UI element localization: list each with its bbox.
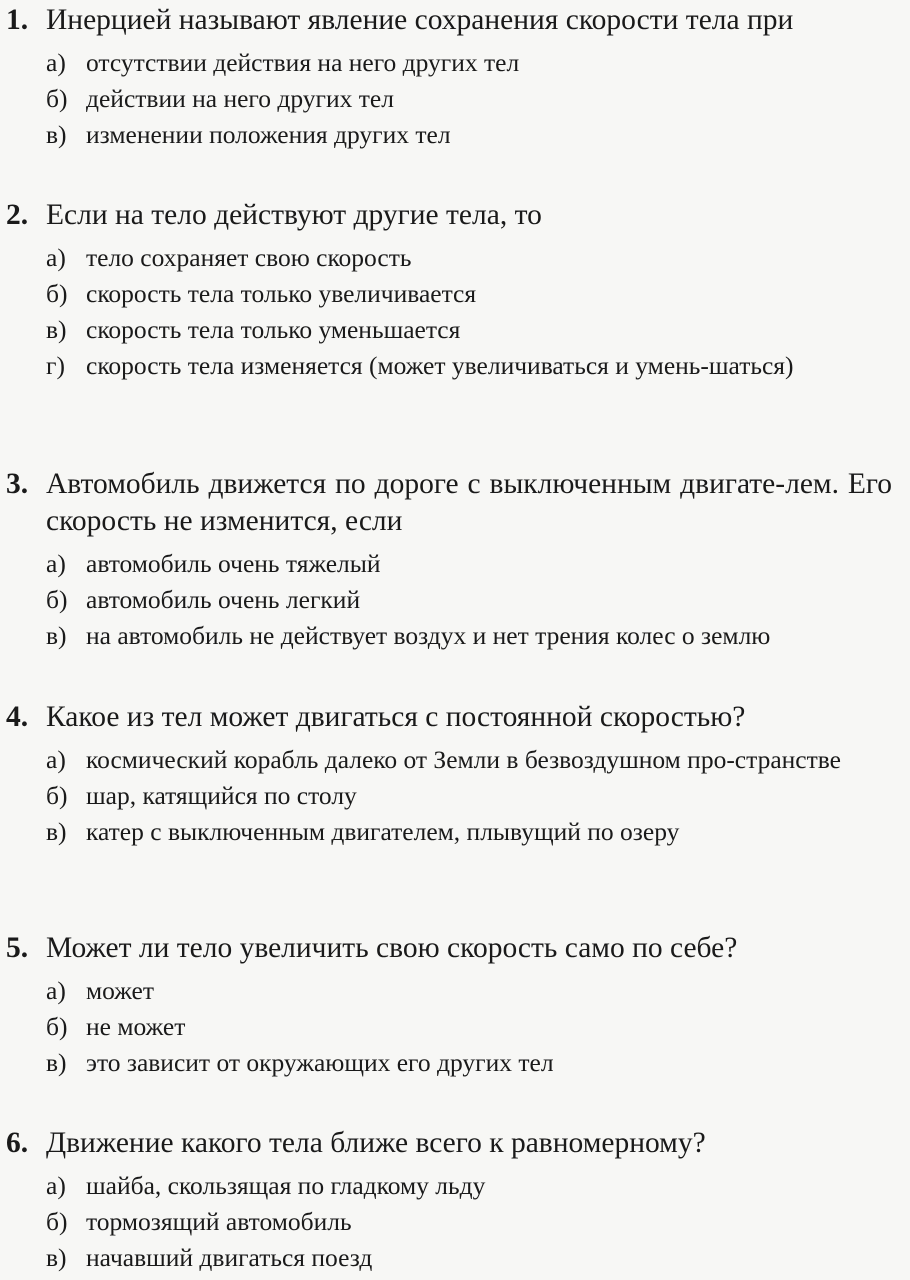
question-1 [6, 2, 892, 153]
option-text: тормозящий автомобиль [86, 1207, 352, 1236]
question-5 [6, 930, 892, 1081]
answer-option [6, 1168, 892, 1204]
option-text: не может [86, 1012, 186, 1041]
answer-options [6, 742, 892, 850]
question-header [6, 197, 892, 234]
option-text: шар, катящийся по столу [86, 781, 357, 810]
option-text: может [86, 976, 154, 1005]
option-letter: б) [46, 279, 68, 308]
answer-option [6, 240, 892, 276]
option-text: начавший двигаться поезд [86, 1243, 373, 1272]
question-text: Если на тело действуют другие тела, то [46, 199, 542, 231]
option-text: скорость тела изменяется (может увеличиваться и умень-шаться) [86, 351, 794, 380]
question-text: Инерцией называют явление сохранения скорости тела при [46, 4, 794, 36]
answer-options [6, 240, 892, 384]
answer-option [6, 117, 892, 153]
question-2 [6, 197, 892, 384]
option-letter: б) [46, 84, 68, 113]
option-letter: в) [46, 315, 67, 344]
question-header [6, 466, 892, 540]
answer-option [6, 312, 892, 348]
option-text: шайба, скользящая по гладкому льду [86, 1171, 486, 1200]
question-header [6, 699, 892, 736]
answer-option [6, 814, 892, 850]
answer-option [6, 618, 892, 654]
option-text: катер с выключенным двигателем, плывущий по озеру [86, 817, 680, 846]
question-3 [6, 466, 892, 654]
answer-options [6, 45, 892, 153]
option-letter: а) [46, 976, 66, 1005]
answer-option [6, 1045, 892, 1081]
answer-options [6, 973, 892, 1081]
question-number: 5. [6, 932, 29, 964]
option-letter: а) [46, 745, 66, 774]
option-letter: в) [46, 621, 67, 650]
answer-option [6, 1204, 892, 1240]
option-letter: а) [46, 549, 66, 578]
answer-option [6, 45, 892, 81]
option-letter: в) [46, 817, 67, 846]
answer-option [6, 742, 892, 778]
option-letter: б) [46, 781, 68, 810]
question-6 [6, 1125, 892, 1276]
option-letter: в) [46, 1243, 67, 1272]
question-number: 3. [6, 468, 29, 500]
option-text: действии на него других тел [86, 84, 394, 113]
question-number: 2. [6, 199, 29, 231]
question-header [6, 930, 892, 967]
answer-option [6, 582, 892, 618]
question-text: Автомобиль движется по дороге с выключенным двигате-лем. Его скорость не изменится, если [46, 468, 892, 537]
option-text: это зависит от окружающих его других тел [86, 1048, 554, 1077]
question-4 [6, 699, 892, 850]
option-letter: б) [46, 1012, 68, 1041]
question-header [6, 2, 892, 39]
answer-option [6, 1240, 892, 1276]
option-letter: б) [46, 585, 68, 614]
option-letter: г) [46, 351, 65, 380]
answer-option [6, 276, 892, 312]
answer-option [6, 81, 892, 117]
question-text: Какое из тел может двигаться с постоянной скоростью? [46, 701, 746, 733]
option-letter: в) [46, 1048, 67, 1077]
option-text: отсутствии действия на него других тел [86, 48, 520, 77]
question-text: Может ли тело увеличить свою скорость само по себе? [46, 932, 738, 964]
option-letter: а) [46, 1171, 66, 1200]
option-letter: в) [46, 120, 67, 149]
answer-option [6, 546, 892, 582]
answer-option [6, 973, 892, 1009]
option-text: скорость тела только уменьшается [86, 315, 461, 344]
answer-option [6, 778, 892, 814]
option-text: скорость тела только увеличивается [86, 279, 477, 308]
option-letter: а) [46, 243, 66, 272]
question-number: 4. [6, 701, 29, 733]
question-text: Движение какого тела ближе всего к равномерному? [46, 1127, 706, 1159]
answer-option [6, 1009, 892, 1045]
answer-options [6, 1168, 892, 1276]
option-text: автомобиль очень тяжелый [86, 549, 381, 578]
option-text: тело сохраняет свою скорость [86, 243, 412, 272]
option-text: изменении положения других тел [86, 120, 451, 149]
answer-options [6, 546, 892, 654]
option-text: космический корабль далеко от Земли в безвоздушном про-странстве [86, 745, 841, 774]
answer-option [6, 348, 892, 384]
option-letter: а) [46, 48, 66, 77]
question-number: 1. [6, 4, 29, 36]
option-letter: б) [46, 1207, 68, 1236]
question-header [6, 1125, 892, 1162]
question-number: 6. [6, 1127, 29, 1159]
option-text: автомобиль очень легкий [86, 585, 361, 614]
option-text: на автомобиль не действует воздух и нет трения колес о землю [86, 621, 771, 650]
